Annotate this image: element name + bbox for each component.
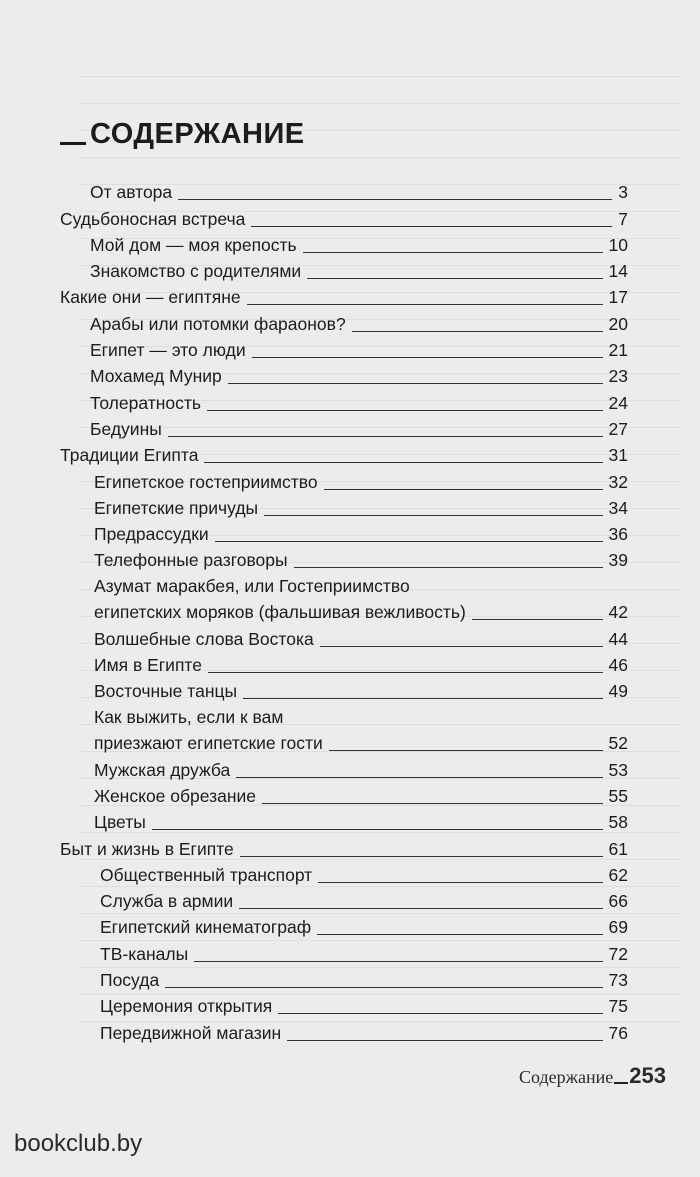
toc-entry [60, 968, 628, 994]
toc-entry-title: Египетские причуды [94, 497, 259, 518]
running-footer [519, 1063, 666, 1089]
toc-entry [60, 915, 628, 941]
toc-page-number: 21 [608, 340, 628, 361]
toc-page-number: 14 [608, 261, 628, 282]
toc-page-number: 3 [618, 182, 628, 203]
toc-entry-title: От автора [90, 182, 173, 203]
toc-page-number: 31 [608, 445, 628, 466]
toc-entry-title: Традиции Египта [60, 445, 199, 466]
toc-entry-title: Мохамед Мунир [90, 366, 222, 387]
toc-entry-title: Мужская дружба [94, 759, 231, 780]
toc-entry [60, 941, 628, 967]
toc-page-number: 49 [608, 681, 628, 702]
toc-leader-line [239, 908, 603, 909]
toc-leader-line [317, 934, 603, 935]
toc-entry [60, 653, 628, 679]
toc-leader-line [243, 698, 603, 699]
toc-leader-line [320, 646, 603, 647]
toc-leader-line [236, 777, 603, 778]
toc-entry [60, 626, 628, 652]
toc-entry [60, 784, 628, 810]
toc-entry [60, 705, 628, 757]
toc-leader-line [329, 750, 603, 751]
toc-entry-title: египетских моряков (фальшивая вежливость) [94, 602, 466, 623]
toc-entry [60, 836, 628, 862]
toc-entry [60, 522, 628, 548]
footer-label: Содержание [518, 1067, 614, 1087]
toc-page-number: 46 [608, 655, 628, 676]
watermark: bookclub.by [14, 1130, 143, 1157]
toc-page-number: 7 [618, 208, 628, 229]
toc-entry-title: Мой дом — моя крепость [90, 234, 297, 255]
toc-leader-line [252, 357, 603, 358]
toc-entry-title: Толератность [90, 392, 201, 413]
toc-entry [60, 994, 628, 1020]
toc-page-number: 32 [608, 471, 628, 492]
toc-page-number: 17 [608, 287, 628, 308]
toc-entry [60, 863, 628, 889]
table-of-contents [60, 180, 628, 1047]
toc-leader-line [215, 541, 603, 542]
show-through-line [80, 77, 680, 104]
toc-entry-title: Египетский кинематограф [100, 917, 312, 938]
toc-entry-title: Служба в армии [100, 891, 234, 912]
toc-entry [60, 338, 628, 364]
toc-entry-title: Арабы или потомки фараонов? [90, 313, 346, 334]
toc-page-number: 72 [608, 943, 628, 964]
toc-entry-title: Бедуины [90, 418, 162, 439]
toc-page-number: 52 [608, 733, 628, 754]
toc-entry-title: Знакомство с родителями [90, 261, 302, 282]
toc-page-number: 76 [608, 1022, 628, 1043]
toc-entry [60, 180, 628, 206]
toc-entry [60, 679, 628, 705]
toc-leader-line [472, 619, 603, 620]
toc-page-number: 66 [608, 891, 628, 912]
toc-leader-line [207, 410, 603, 411]
toc-entry [60, 574, 628, 626]
toc-entry [60, 233, 628, 259]
toc-entry-title: Имя в Египте [94, 655, 202, 676]
toc-entry-title: Быт и жизнь в Египте [60, 838, 234, 859]
toc-leader-line [352, 331, 603, 332]
page-title [60, 118, 305, 151]
toc-entry [60, 496, 628, 522]
toc-entry-title: приезжают египетские гости [94, 733, 323, 754]
toc-entry-title: Передвижной магазин [100, 1022, 282, 1043]
toc-entry-title-line1: Азумат маракбея, или Гостеприимство [94, 576, 410, 597]
toc-leader-line [178, 199, 612, 200]
toc-page-number: 58 [608, 812, 628, 833]
toc-leader-line [294, 567, 603, 568]
toc-leader-line [240, 856, 603, 857]
show-through-line [80, 50, 680, 77]
toc-leader-line [247, 304, 603, 305]
toc-page-number: 24 [608, 392, 628, 413]
toc-page-number: 62 [608, 864, 628, 885]
toc-page-number: 44 [608, 628, 628, 649]
toc-page-number: 27 [608, 418, 628, 439]
toc-entry-title: Египет — это люди [90, 340, 246, 361]
toc-entry [60, 1020, 628, 1046]
toc-leader-line [228, 383, 603, 384]
toc-page-number: 42 [608, 602, 628, 623]
heading-text: СОДЕРЖАНИЕ [90, 118, 305, 150]
toc-entry [60, 285, 628, 311]
toc-entry-title: Посуда [100, 970, 160, 991]
toc-page-number: 34 [608, 497, 628, 518]
toc-entry [60, 364, 628, 390]
toc-leader-line [168, 436, 603, 437]
toc-entry [60, 259, 628, 285]
toc-page-number: 75 [608, 996, 628, 1017]
toc-entry-title: Телефонные разговоры [94, 550, 288, 571]
toc-entry [60, 810, 628, 836]
toc-entry-title: Египетское гостеприимство [94, 471, 318, 492]
toc-entry-title: Женское обрезание [94, 785, 257, 806]
toc-page-number: 69 [608, 917, 628, 938]
toc-entry-title: Цветы [94, 812, 146, 833]
toc-entry [60, 417, 628, 443]
toc-leader-line [264, 515, 603, 516]
toc-entry [60, 311, 628, 337]
toc-entry-title-line1: Как выжить, если к вам [94, 707, 284, 728]
toc-page-number: 53 [608, 759, 628, 780]
toc-leader-line [278, 1013, 603, 1014]
toc-page-number: 20 [608, 313, 628, 334]
toc-page-number: 23 [608, 366, 628, 387]
toc-leader-line [251, 226, 612, 227]
toc-page-number: 10 [608, 234, 628, 255]
toc-leader-line [318, 882, 603, 883]
footer-page-number: 253 [629, 1063, 666, 1088]
toc-leader-line [152, 829, 603, 830]
toc-leader-line [303, 252, 603, 253]
toc-page-number: 61 [608, 838, 628, 859]
toc-entry [60, 443, 628, 469]
toc-leader-line [262, 803, 603, 804]
footer-dash [614, 1082, 628, 1084]
toc-entry [60, 206, 628, 232]
toc-entry-title: Предрассудки [94, 524, 209, 545]
toc-entry-title: Общественный транспорт [100, 864, 313, 885]
toc-leader-line [287, 1040, 603, 1041]
toc-entry-title: Церемония открытия [100, 996, 273, 1017]
toc-leader-line [204, 462, 603, 463]
toc-leader-line [307, 278, 603, 279]
toc-page-number: 39 [608, 550, 628, 571]
toc-leader-line [324, 489, 603, 490]
toc-entry-title: ТВ-каналы [100, 943, 189, 964]
toc-page-number: 36 [608, 524, 628, 545]
toc-entry-title: Восточные танцы [94, 681, 238, 702]
toc-entry-title: Волшебные слова Востока [94, 628, 314, 649]
toc-entry [60, 757, 628, 783]
toc-entry-title: Какие они — египтяне [60, 287, 241, 308]
toc-entry [60, 469, 628, 495]
toc-entry [60, 390, 628, 416]
toc-page-number: 55 [608, 785, 628, 806]
toc-leader-line [194, 961, 603, 962]
toc-leader-line [208, 672, 603, 673]
heading-dash [60, 142, 86, 145]
toc-leader-line [165, 987, 603, 988]
toc-page-number: 73 [608, 970, 628, 991]
toc-entry-title: Судьбоносная встреча [60, 208, 246, 229]
toc-entry [60, 889, 628, 915]
toc-entry [60, 548, 628, 574]
